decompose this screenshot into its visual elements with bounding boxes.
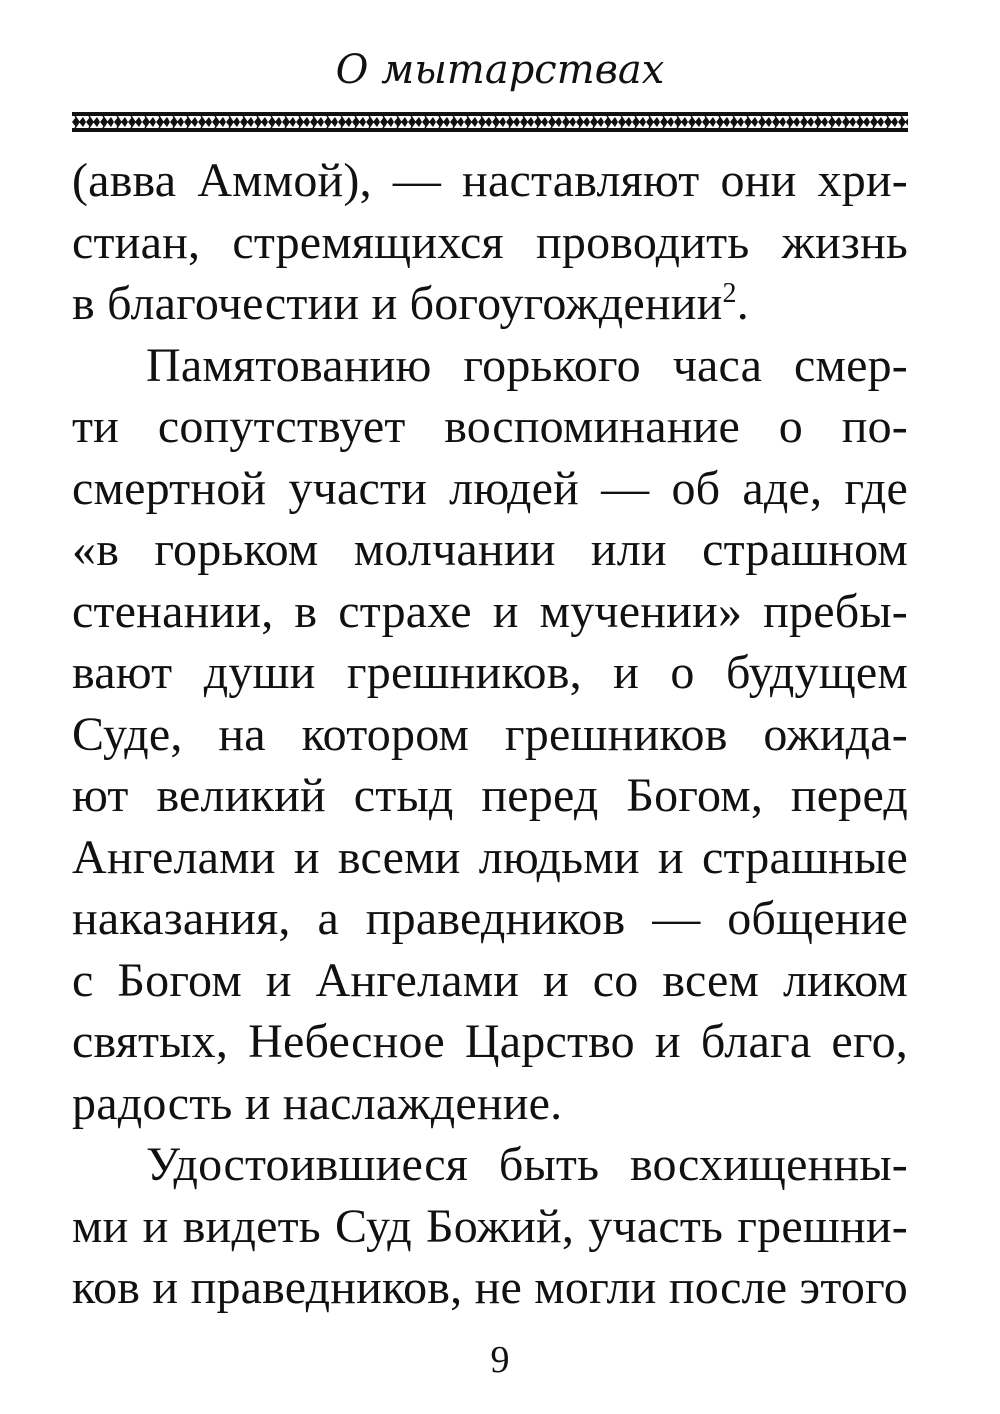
text-line: смертной участи людей — об аде, где bbox=[72, 461, 908, 515]
text-line: наказания, а праведников — общение bbox=[72, 892, 908, 945]
text-line: ти сопутствует воспоминание о по- bbox=[72, 400, 908, 453]
text-line: Удостоившиеся быть восхищенны- bbox=[146, 1138, 908, 1191]
text-line: «в горьком молчании или страшном bbox=[72, 523, 908, 576]
text-line: Суде, на котором грешников ожида- bbox=[72, 707, 908, 761]
text-line: ют великий стыд перед Богом, перед bbox=[72, 769, 908, 822]
text-line: Памятованию горького часа смер- bbox=[146, 338, 908, 392]
text-line: (авва Аммой), — наставляют они хри- bbox=[72, 154, 908, 207]
text-line: Ангелами и всеми людьми и страшные bbox=[72, 830, 908, 884]
page-number: 9 bbox=[490, 1339, 510, 1381]
text-line: святых, Небесное Царство и блага его, bbox=[72, 1015, 908, 1068]
running-head: О мытарствах bbox=[335, 47, 665, 93]
text-line: вают души грешников, и о будущем bbox=[72, 646, 908, 699]
text-line bbox=[72, 273, 908, 335]
text-line: с Богом и Ангелами и со всем ликом bbox=[72, 953, 908, 1007]
text-fragment: . bbox=[736, 277, 749, 330]
ornamental-rule bbox=[72, 112, 908, 132]
text-fragment: в благочестии и богоугождении bbox=[72, 277, 723, 330]
text-line: ми и видеть Суд Божий, участь грешни- bbox=[72, 1199, 908, 1253]
text-line: стенании, в страхе и мучении» пребы- bbox=[72, 584, 908, 638]
text-line: радость и наслаждение. bbox=[72, 1076, 563, 1130]
body-text bbox=[72, 150, 908, 1325]
text-line: стиан, стремящихся проводить жизнь bbox=[72, 215, 908, 269]
footnote-reference: 2 bbox=[722, 278, 737, 309]
text-line: ков и праведников, не могли после этого bbox=[72, 1261, 908, 1314]
